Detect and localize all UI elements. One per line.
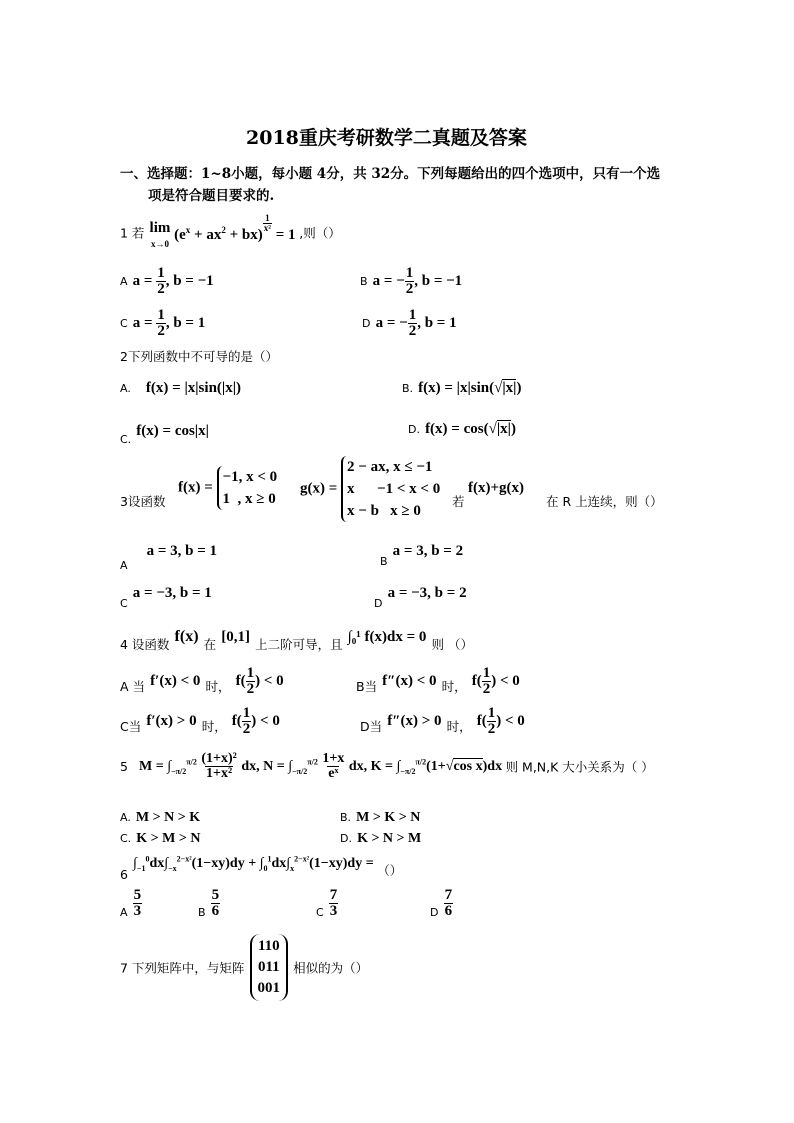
question-5-number: 5 (120, 759, 128, 774)
q3-option-d-formula: a = −3, b = 2 (387, 585, 467, 601)
q5-option-d-label: D. (340, 832, 352, 845)
q4-option-a-result: f( $\frac{1}{2}$ ) < 0 (235, 665, 284, 697)
q1-option-a (120, 266, 214, 297)
question-3-f-definition: f(x) = −1, x < 0 1 , x ≥ 0 (178, 466, 277, 510)
q5-option-a (120, 806, 200, 826)
q2-option-d-formula: f(x) = cos(√|x|) (425, 421, 516, 437)
q5-option-a-label: A. (120, 811, 131, 824)
q4-option-b (356, 666, 520, 697)
q5-option-a-formula: M > N > K (135, 810, 201, 825)
q2-option-c-formula: f(x) = cos|x| (136, 423, 209, 439)
matrix-row-2: 011 (257, 959, 280, 975)
q4-option-a (120, 666, 284, 697)
q6-option-b-label: B (198, 906, 206, 919)
q3-option-c (120, 582, 212, 610)
question-1-suffix: ,则（） (299, 225, 341, 241)
q1-option-d-label: D (362, 316, 371, 330)
q3-option-a-formula: a = 3, b = 1 (146, 543, 218, 559)
question-7-matrix (250, 934, 289, 1001)
q2-option-a-formula: f(x) = |x|sin(|x|) (145, 380, 242, 396)
q4-option-c-result: f( $\frac{1}{2}$ ) < 0 (231, 705, 280, 737)
question-1-number: 1 若 (120, 225, 145, 241)
question-4-integral: ∫₀¹ f(x)dx = 0 (347, 629, 427, 645)
q3-option-c-label: C (120, 597, 128, 610)
q2-option-d (408, 418, 516, 438)
question-3-sum: f(x)+g(x) (468, 480, 525, 496)
q6-option-a (120, 888, 142, 919)
q5-option-c-label: C. (120, 832, 132, 845)
question-4-zai: 在 (203, 637, 217, 652)
q4-option-c-label: C当 (120, 718, 142, 734)
q3-option-a (120, 540, 217, 572)
q5-option-b-label: B. (340, 811, 352, 824)
q5-option-d (340, 827, 421, 847)
q1-option-a-formula: a = $\frac{1}{2}$ , b = −1 (132, 265, 214, 297)
q4-option-d-when: 时， (446, 718, 472, 734)
question-5-suffix: 则 M,N,K 大小关系为（ ） (505, 759, 654, 775)
q2-option-b-formula: f(x) = |x|sin(√|x|) (418, 380, 522, 396)
q4-option-c-cond: f′(x) > 0 (146, 712, 197, 729)
q6-option-d (430, 888, 453, 919)
q1-option-d (362, 308, 457, 339)
question-6-number: 6 (120, 867, 128, 882)
q6-option-b-fraction: $\frac{5}{6}$ (211, 887, 220, 919)
question-6 (120, 852, 402, 882)
question-4 (120, 626, 473, 653)
section-heading-line1: 一、选择题：1~8小题，每小题 4分，共 32分。下列每题给出的四个选项中，只有一个选 (120, 166, 661, 182)
q3-option-d (374, 582, 467, 610)
question-4-fx: f(x) (174, 628, 199, 645)
q6-option-c-fraction: $\frac{7}{3}$ (329, 887, 338, 919)
q4-option-b-cond: f″(x) < 0 (382, 672, 437, 689)
question-6-suffix: （） (377, 863, 403, 878)
q2-option-b (402, 377, 521, 397)
q1-option-a-label: A (120, 274, 128, 288)
q1-option-b (360, 266, 462, 297)
q5-option-b (340, 806, 420, 826)
question-3-g-definition: g(x) = 2 − ax, x ≤ −1 x −1 < x < 0 x − b x ≥ 0 (300, 456, 440, 522)
q2-option-b-label: B. (402, 382, 414, 395)
q5-option-c (120, 827, 200, 847)
question-3-ruo: 若 (452, 494, 465, 509)
q2-option-c (120, 420, 209, 446)
q2-option-c-label: C. (120, 433, 132, 446)
q1-option-d-formula: a = − $\frac{1}{2}$ , b = 1 (375, 307, 457, 339)
q1-option-c-formula: a = $\frac{1}{2}$ , b = 1 (132, 307, 206, 339)
q6-option-a-fraction: $\frac{5}{3}$ (133, 887, 142, 919)
q4-option-b-result: f( $\frac{1}{2}$ ) < 0 (471, 665, 520, 697)
q6-option-d-fraction: $\frac{7}{6}$ (444, 887, 453, 919)
q4-option-c (120, 706, 280, 737)
q4-option-b-label: B当 (356, 678, 378, 694)
question-3-suffix: 在 R 上连续，则（） (546, 494, 663, 509)
q4-option-d-result: f( $\frac{1}{2}$ ) < 0 (476, 705, 525, 737)
q4-option-d (360, 706, 525, 737)
q4-option-d-cond: f″(x) > 0 (387, 712, 442, 729)
q3-option-b-label: B (380, 555, 388, 568)
question-7 (120, 934, 368, 1001)
q5-option-d-formula: K > N > M (357, 831, 422, 846)
q6-option-b (198, 888, 220, 919)
q1-option-b-label: B (360, 274, 368, 288)
question-4-interval: [0,1] (221, 629, 250, 645)
q3-option-b (380, 540, 463, 568)
question-4-prefix: 4 设函数 (120, 637, 170, 652)
q4-option-a-label: A 当 (120, 678, 146, 694)
q2-option-a (120, 377, 241, 397)
q3-option-b-formula: a = 3, b = 2 (392, 543, 464, 559)
q3-option-a-label: A (120, 559, 128, 572)
question-6-formula: $\int_{-1}^0dx\int_{-x}^{2-x^2}(1-xy)dy + \int_0^1dx\int_x^{2-x^2}(1-xy)dy$ = (133, 854, 378, 873)
q5-option-c-formula: K > M > N (136, 831, 201, 846)
page-title: 2018重庆考研数学二真题及答案 (246, 127, 527, 149)
q4-option-a-when: 时， (205, 678, 231, 694)
q1-option-c (120, 308, 205, 339)
q3-option-c-formula: a = −3, b = 1 (132, 585, 212, 601)
question-1 (120, 214, 341, 251)
q6-option-d-label: D (430, 906, 439, 919)
section-heading-line2: 项是符合题目要求的. (148, 188, 275, 204)
matrix-row-1: 110 (257, 938, 280, 954)
question-4-suffix: 则 （） (431, 637, 473, 652)
q4-option-a-cond: f′(x) < 0 (150, 672, 201, 689)
q5-option-b-formula: M > K > N (356, 810, 421, 825)
q4-option-b-when: 时， (441, 678, 467, 694)
q4-option-c-when: 时， (201, 718, 227, 734)
q2-option-a-label: A. (120, 382, 131, 395)
question-2-stem: 2下列函数中不可导的是（） (120, 349, 278, 364)
q6-option-c (316, 888, 338, 919)
matrix-row-3: 001 (257, 980, 281, 996)
question-7-prefix: 7 下列矩阵中，与矩阵 (120, 960, 245, 976)
question-5-formula: $M = \int_{-\pi/2}^{\pi/2}$ $\frac{\text{(1+x)²}}{\text{1+x²}}$ dx, $N = \int_{-\pi/2}^{\pi/2}$ $\frac{1+x}{\text{eˣ}}$ dx, $K = \int_{-\pi/2}^{\pi/2}(1+√\cos$ x)dx (139, 751, 506, 781)
q6-option-a-label: A (120, 906, 128, 919)
question-3-prefix: 3设函数 (120, 494, 166, 509)
q6-option-c-label: C (316, 906, 324, 919)
q3-option-d-label: D (374, 597, 383, 610)
question-1-formula: lim x→0 $(e^x + ax^2 + bx)$ $\frac{1}{\text{x²}}$ = 1 (149, 213, 300, 249)
question-7-suffix: 相似的为（） (293, 960, 369, 976)
question-4-mid: 上二阶可导，且 (255, 637, 343, 652)
q1-option-c-label: C (120, 316, 128, 330)
question-5 (120, 752, 654, 781)
q2-option-d-label: D. (408, 423, 420, 436)
q4-option-d-label: D当 (360, 718, 383, 734)
q1-option-b-formula: a = − $\frac{1}{2}$ , b = −1 (372, 265, 463, 297)
